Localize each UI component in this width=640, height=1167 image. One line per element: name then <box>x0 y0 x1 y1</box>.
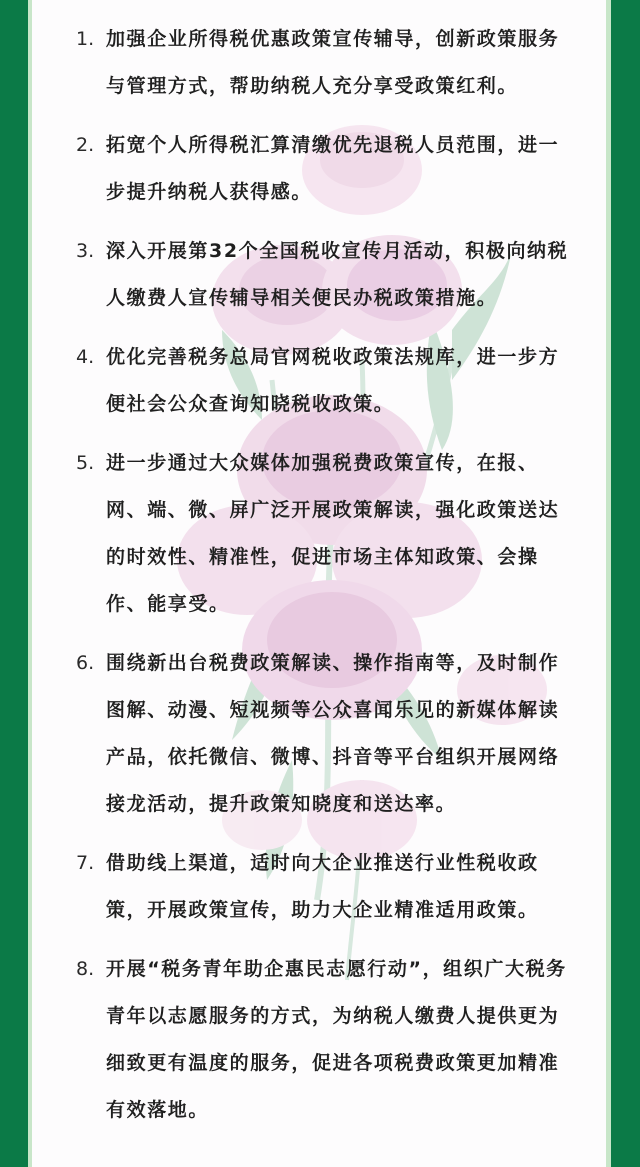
list-item <box>32 840 606 934</box>
item-text: 深入开展第32个全国税收宣传月活动，积极向纳税人缴费人宣传辅导相关便民办税政策措施。 <box>106 240 569 309</box>
content-panel <box>32 0 606 1167</box>
item-number: 8. <box>76 958 95 980</box>
item-number: 5. <box>76 452 95 474</box>
item-text: 围绕新出台税费政策解读、操作指南等，及时制作图解、动漫、短视频等公众喜闻乐见的新媒体解读产品，依托微信、微博、抖音等平台组织开展网络接龙活动，提升政策知晓度和送达率。 <box>106 652 560 815</box>
item-number: 6. <box>76 652 95 674</box>
item-number: 7. <box>76 852 95 874</box>
item-text: 加强企业所得税优惠政策宣传辅导，创新政策服务与管理方式，帮助纳税人充分享受政策红利。 <box>106 28 560 97</box>
item-number: 2. <box>76 134 95 156</box>
list-item <box>32 946 606 1134</box>
list-item <box>32 122 606 216</box>
list-item <box>32 228 606 322</box>
list-item <box>32 440 606 628</box>
item-text: 拓宽个人所得税汇算清缴优先退税人员范围，进一步提升纳税人获得感。 <box>106 134 560 203</box>
list-item <box>32 334 606 428</box>
item-text: 进一步通过大众媒体加强税费政策宣传，在报、网、端、微、屏广泛开展政策解读，强化政策送达的时效性、精准性，促进市场主体知政策、会操作、能享受。 <box>106 452 560 615</box>
item-text: 借助线上渠道，适时向大企业推送行业性税收政策，开展政策宣传，助力大企业精准适用政策。 <box>106 852 539 921</box>
list-item <box>32 640 606 828</box>
item-text: 优化完善税务总局官网税收政策法规库，进一步方便社会公众查询知晓税收政策。 <box>106 346 560 415</box>
item-number: 1. <box>76 28 95 50</box>
item-number: 4. <box>76 346 95 368</box>
policy-list <box>32 16 606 1146</box>
list-item <box>32 16 606 110</box>
item-text: 开展“税务青年助企惠民志愿行动”，组织广大税务青年以志愿服务的方式，为纳税人缴费人提供更为细致更有温度的服务，促进各项税费政策更加精准有效落地。 <box>106 958 567 1121</box>
item-number: 3. <box>76 240 95 262</box>
